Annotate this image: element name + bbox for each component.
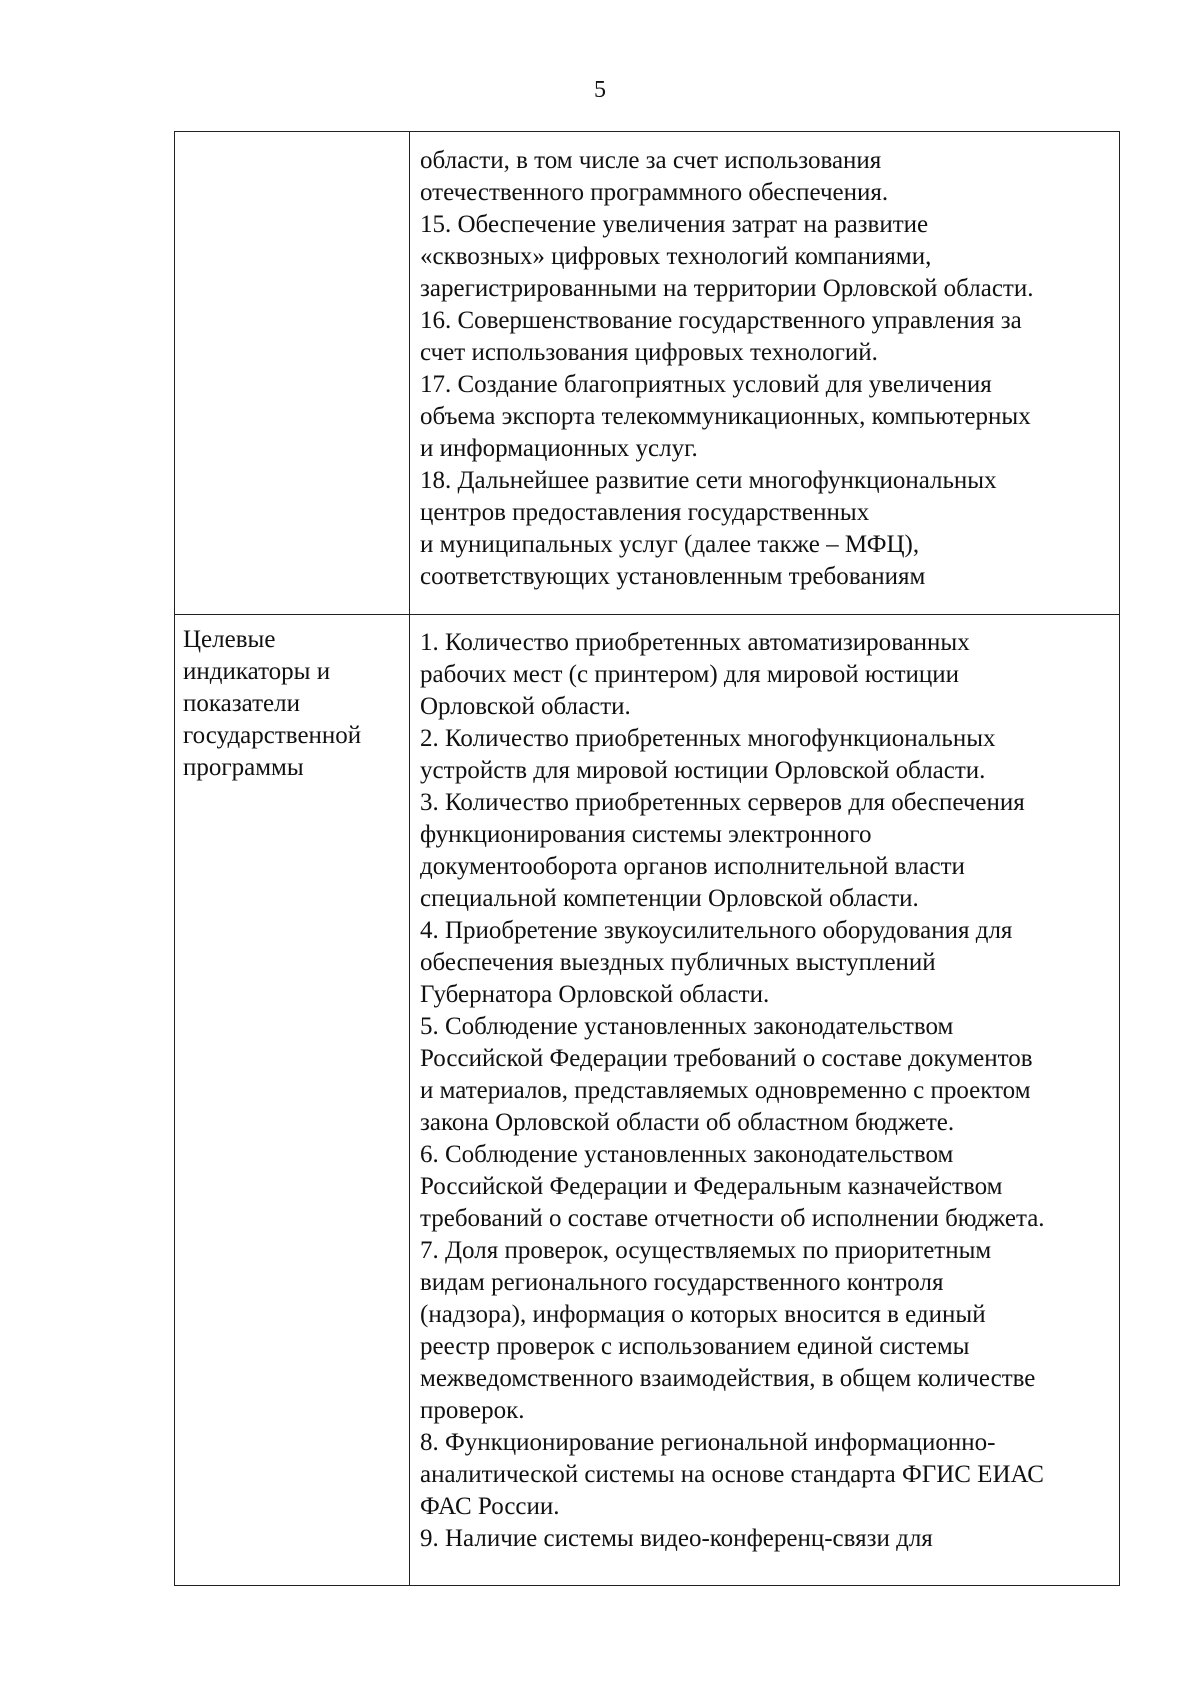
row-content-line: аналитической системы на основе стандарта ФГИС ЕИАС — [420, 1461, 1044, 1488]
row-content-line: «сквозных» цифровых технологий компаниями, — [420, 243, 932, 270]
row-content-line: Российской Федерации требований о составе документов — [420, 1045, 1033, 1072]
row-content-line: 4. Приобретение звукоусилительного оборудования для — [420, 917, 1013, 944]
row-content-line: функционирования системы электронного — [420, 821, 872, 848]
row-content-line: требований о составе отчетности об исполнении бюджета. — [420, 1205, 1045, 1232]
row-content-line: (надзора), информация о которых вносится в единый — [420, 1301, 986, 1328]
row-content-line: и материалов, представляемых одновременно с проектом — [420, 1077, 1031, 1104]
row-content-line: Губернатора Орловской области. — [420, 981, 770, 1008]
row-label-line: программы — [183, 754, 304, 781]
row-content-line: ФАС России. — [420, 1493, 560, 1520]
row-content-line: межведомственного взаимодействия, в общем количестве — [420, 1365, 1036, 1392]
row-content-line: видам регионального государственного контроля — [420, 1269, 944, 1296]
row-content-line: области, в том числе за счет использования — [420, 147, 882, 174]
row-content-line: закона Орловской области об областном бюджете. — [420, 1109, 955, 1136]
row-content-line: 17. Создание благоприятных условий для увеличения — [420, 371, 992, 398]
table-row — [175, 615, 1120, 1586]
table-row — [175, 132, 1120, 615]
row-label-cell — [175, 132, 410, 615]
row-content-line: и муниципальных услуг (далее также – МФЦ), — [420, 531, 920, 558]
row-content-line: счет использования цифровых технологий. — [420, 339, 878, 366]
row-content-line: соответствующих установленным требованиям — [420, 563, 926, 590]
row-label-line: государственной — [183, 722, 362, 749]
row-label-line: показатели — [183, 690, 300, 717]
row-content-line: зарегистрированными на территории Орловской области. — [420, 275, 1034, 302]
row-content-cell — [410, 615, 1120, 1586]
row-label-cell — [175, 615, 410, 1586]
program-passport-table — [174, 131, 1120, 1586]
row-content-line: 3. Количество приобретенных серверов для обеспечения — [420, 789, 1025, 816]
row-label-line: Целевые — [183, 626, 276, 653]
row-content-line: реестр проверок с использованием единой системы — [420, 1333, 970, 1360]
page-number: 5 — [594, 77, 606, 103]
row-content-line: 1. Количество приобретенных автоматизированных — [420, 629, 970, 656]
row-content-line: 7. Доля проверок, осуществляемых по приоритетным — [420, 1237, 992, 1264]
row-content-line: отечественного программного обеспечения. — [420, 179, 889, 206]
row-content-line: документооборота органов исполнительной власти — [420, 853, 965, 880]
row-content-line: 18. Дальнейшее развитие сети многофункциональных — [420, 467, 997, 494]
row-content-line: 2. Количество приобретенных многофункциональных — [420, 725, 996, 752]
row-content-line: проверок. — [420, 1397, 525, 1424]
row-content-line: 5. Соблюдение установленных законодательством — [420, 1013, 954, 1040]
row-content-line: устройств для мировой юстиции Орловской области. — [420, 757, 986, 784]
row-content-line: Российской Федерации и Федеральным казначейством — [420, 1173, 1003, 1200]
row-content-line: 8. Функционирование региональной информационно- — [420, 1429, 996, 1456]
row-content-line: обеспечения выездных публичных выступлений — [420, 949, 936, 976]
row-label-line: индикаторы и — [183, 658, 331, 685]
row-content-line: объема экспорта телекоммуникационных, компьютерных — [420, 403, 1031, 430]
row-content-line: Орловской области. — [420, 693, 631, 720]
row-content-line: центров предоставления государственных — [420, 499, 870, 526]
row-content-line: 9. Наличие системы видео-конференц-связи для — [420, 1525, 933, 1552]
row-content-line: и информационных услуг. — [420, 435, 698, 462]
row-content-line: 6. Соблюдение установленных законодательством — [420, 1141, 954, 1168]
row-content-cell — [410, 132, 1120, 615]
row-content-line: рабочих мест (с принтером) для мировой юстиции — [420, 661, 960, 688]
row-content-line: 15. Обеспечение увеличения затрат на развитие — [420, 211, 929, 238]
row-content-line: специальной компетенции Орловской области. — [420, 885, 919, 912]
row-content-line: 16. Совершенствование государственного управления за — [420, 307, 1022, 334]
